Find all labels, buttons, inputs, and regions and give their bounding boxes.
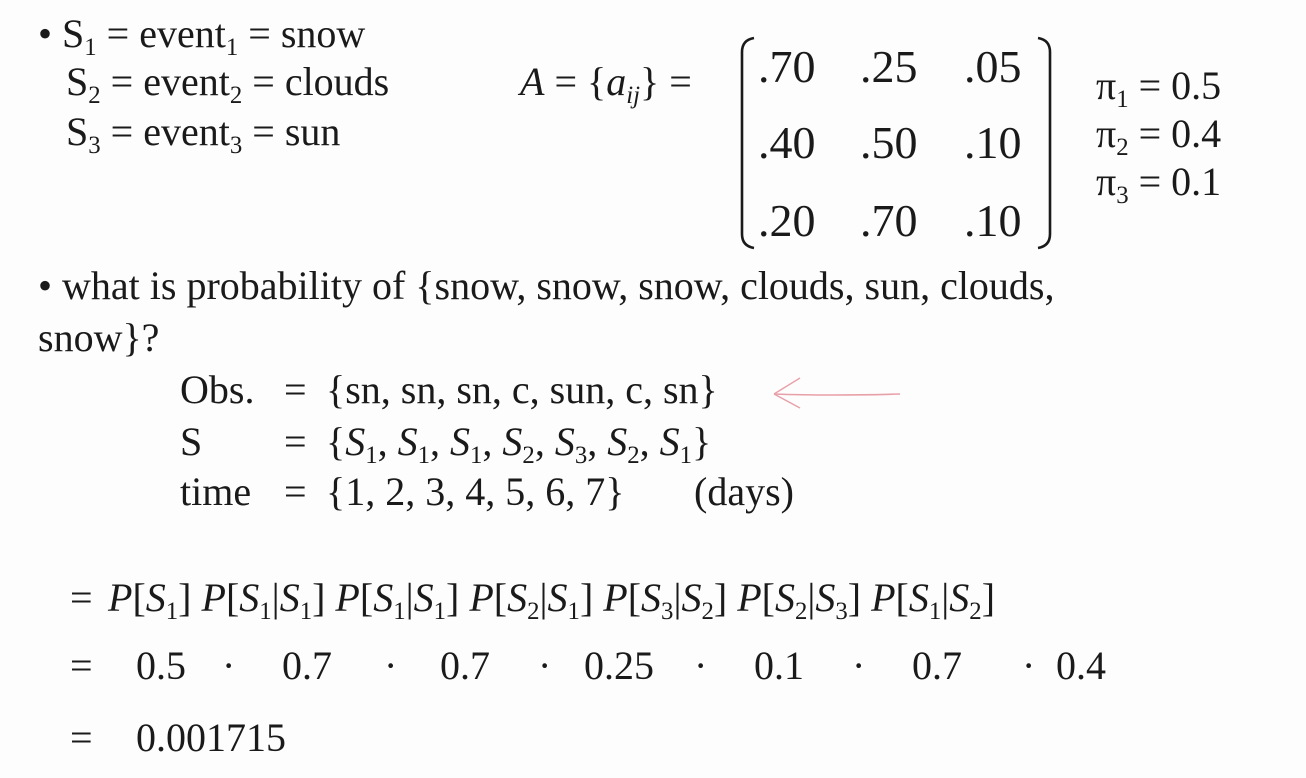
matrix-cell: .25 [860,41,918,92]
pointer-arrow [770,372,910,416]
prior-3: $\pi_3 = 0.1$ [1096,159,1222,209]
state-def-3: $S_3$ = event$_3$ = sun [66,109,341,159]
factor: 0.7 [912,643,962,688]
bullet: • [38,263,53,308]
dot: · [852,643,866,688]
factor: 0.7 [282,643,332,688]
question-line-1: • what is probability of {snow, snow, snow, clouds, sun, clouds, [38,263,1055,308]
factor: 0.25 [584,643,654,688]
matrix-label: $A = \{a_{ij}\}$ = [520,59,692,109]
state-name: sun [284,109,341,154]
matrix-cell: .40 [758,117,816,168]
dot: · [1022,643,1036,688]
matrix-left-bracket [738,36,758,250]
question-line-2: snow}? [38,315,160,360]
matrix-cell: .50 [860,117,918,168]
prior-1: $\pi_1 = 0.5$ [1096,63,1222,113]
matrix-cell: .10 [964,117,1022,168]
obs-value: {sn, sn, sn, c, sun, c, sn} [326,367,718,412]
result-value: 0.001715 [136,715,286,760]
time-eq: = [284,469,307,514]
factor: 0.4 [1056,643,1106,688]
dot: · [384,643,398,688]
state-def-1: • $S_1$ = event$_1$ = snow [38,11,366,61]
time-unit: (days) [694,469,794,514]
factor: 0.5 [136,643,186,688]
state-seq-eq: = [284,419,307,464]
obs-label: Obs. [180,367,255,412]
matrix-cell: .10 [964,195,1022,246]
calc-eq-1: = [70,575,93,620]
state-seq-label: S [180,419,203,464]
matrix-cell: .70 [860,195,918,246]
dot: · [538,643,552,688]
time-value: {1, 2, 3, 4, 5, 6, 7} [326,469,625,514]
obs-eq: = [284,367,307,412]
prior-2: $\pi_2 = 0.4$ [1096,111,1222,161]
state-def-2: $S_2$ = event$_2$ = clouds [66,59,390,109]
probability-expression: $P[S_1]$ $P[S_1|S_1]$ $P[S_1|S_1]$ $P[S_2|S_1]$ $P[S_3|S_2]$ $P[S_2|S_3]$ $P[S_1|S_2]$ [108,575,996,625]
matrix-cell: .05 [964,41,1022,92]
dot: · [694,643,708,688]
matrix-cell: .70 [758,41,816,92]
time-label: time [180,469,252,514]
dot: · [222,643,236,688]
state-name: snow [280,11,366,56]
bullet: • [38,11,53,56]
state-seq-value: {$S_1$, $S_1$, $S_1$, $S_2$, $S_3$, $S_2$, $S_1$} [326,419,712,469]
factor: 0.1 [754,643,804,688]
matrix-cell: .20 [758,195,816,246]
calc-eq-3: = [70,715,93,760]
factor: 0.7 [440,643,490,688]
calc-eq-2: = [70,643,93,688]
state-name: clouds [284,59,390,104]
